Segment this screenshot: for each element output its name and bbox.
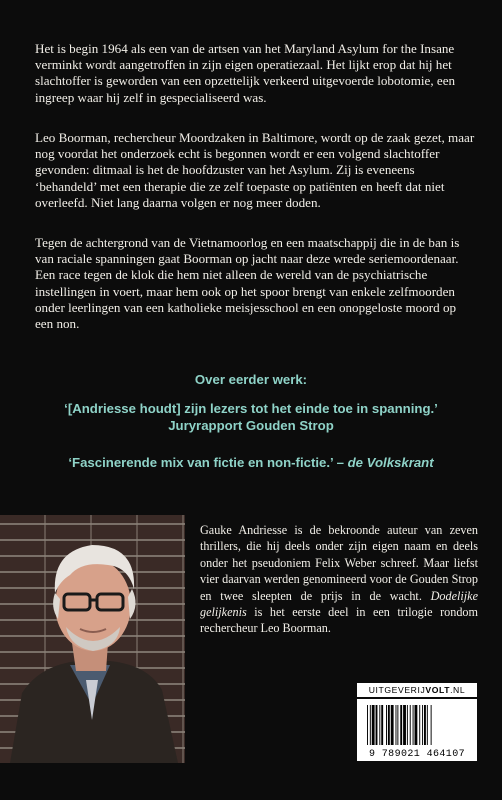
blurb-paragraph-2: Leo Boorman, rechercheur Moordzaken in Baltimore, wordt op de zaak gezet, maar nog voordat het onderzoek echt is begonnen wordt er een volgend slachtoffer gevonden: ditmaal is het de hoofdzuster van het Asylum. Zij is eveneens ‘behandeld’ met een therapie die ze zelf toepaste op patiënten en heeft dat niet overleefd. Niet lang daarna volgen er nog meer doden.: [35, 130, 475, 210]
barcode-bar: [419, 705, 420, 745]
barcode-bar: [396, 705, 397, 745]
barcode-bar: [427, 705, 428, 745]
publisher-suffix: .NL: [450, 685, 466, 695]
barcode-bar: [413, 705, 414, 745]
author-portrait-image: [0, 515, 185, 763]
barcode-bar: [386, 705, 387, 745]
author-photo: [0, 515, 185, 763]
barcode-bar: [376, 705, 378, 745]
barcode-bar: [367, 705, 368, 745]
praise-quote-2-text: ‘Fascinerende mix van fictie en non-fictie.’ –: [68, 455, 348, 470]
barcode-bar: [388, 705, 390, 745]
author-bio-text-2: is het eerste deel in een trilogie rondom rechercheur Leo Boorman.: [200, 605, 478, 636]
barcode-bar: [400, 705, 402, 745]
barcode-bar: [424, 705, 426, 745]
publisher-url: [357, 683, 477, 697]
barcode: [357, 699, 477, 761]
publisher-prefix: UITGEVERIJ: [368, 685, 426, 695]
author-bio-book-title: Dodelijke gelijkenis: [200, 588, 478, 620]
barcode-bar: [391, 705, 394, 745]
praise-quote-1-text: ‘[Andriesse houdt] zijn lezers tot het einde toe in spanning.’: [64, 401, 438, 416]
barcode-bar: [397, 705, 398, 745]
praise-quote-2-source: de Volkskrant: [347, 455, 434, 470]
praise-quote-2: [0, 454, 502, 471]
author-bio: [200, 522, 478, 637]
barcode-bar: [379, 705, 380, 745]
barcode-bars: [357, 699, 477, 749]
author-bio-text-1: Gauke Andriesse is de bekroonde auteur van zeven thrillers, die hij deels onder zijn eigen naam en deels onder het pseudoniem Felix Weber schreef. Maar liefst vier daarvan werden genomineerd voor de Gouden Strop en twee sleepten de prijs in de wacht.: [200, 523, 478, 603]
blurb-paragraph-3: Tegen de achtergrond van de Vietnamoorlog en een maatschappij die in de ban is van raciale spanningen gaat Boorman op jacht naar deze wrede seriemoordenaar. Een race tegen de klok die hem niet alleen de wereld van de psychiatrische instellingen in voert, maar hem ook op het spoor brengt van enkele zelfmoorden onder leerlingen van een katholieke meisjesschool en een onopgeloste moord op een non.: [35, 235, 460, 332]
praise-quote-1-source: Juryrapport Gouden Strop: [168, 418, 334, 433]
praise-heading: Over eerder werk:: [194, 372, 308, 387]
barcode-bar: [370, 705, 371, 745]
isbn-number: 9 789021 464107: [368, 749, 465, 760]
praise-quote-1: [0, 400, 502, 434]
barcode-bar: [415, 705, 418, 745]
barcode-bar: [403, 705, 406, 745]
publisher-name: VOLT: [425, 685, 451, 695]
barcode-bar: [431, 705, 432, 745]
barcode-bar: [407, 705, 408, 745]
barcode-bar: [372, 705, 375, 745]
barcode-bar: [422, 705, 423, 745]
barcode-bar: [381, 705, 383, 745]
blurb-paragraph-1: Het is begin 1964 als een van de artsen van het Maryland Asylum for the Insane verminkt wordt aangetroffen in zijn eigen operatiezaal. Het lijkt erop dat hij het slachtoffer is geworden van een opzettelijk verkeerd uitgevoerde lobotomie, een ingreep waar hij zelf in gespecialiseerd was.: [35, 41, 456, 105]
barcode-bar: [410, 705, 411, 745]
